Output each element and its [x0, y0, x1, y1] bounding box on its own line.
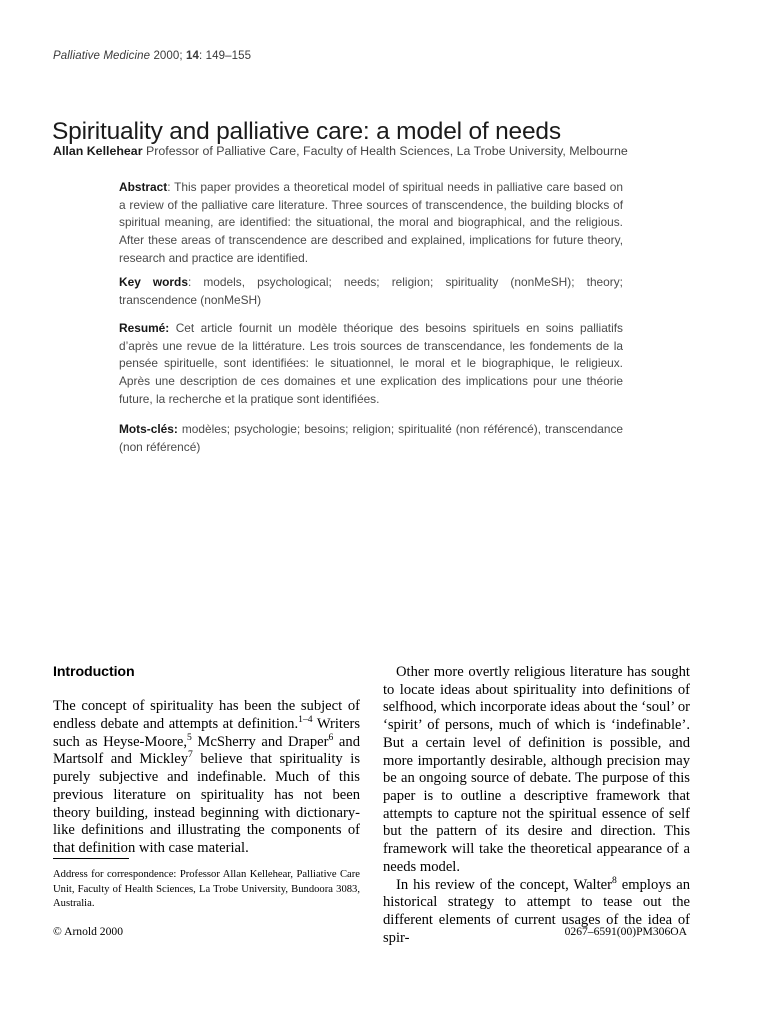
body-paragraph [53, 698, 360, 857]
para-text: and Martsolf and Mickley [53, 733, 360, 768]
reference-marker: 8 [612, 874, 617, 886]
page-title: Spirituality and palliative care: a model of needs [52, 118, 561, 146]
para-text: Writers such as Heyse-Moore, [53, 715, 361, 750]
keywords-text: models, psychological; needs; religion; spirituality (nonMeSH); theory; transcendence (nonMeSH) [119, 275, 623, 307]
resume-separator: : [165, 321, 176, 335]
author-name: Allan Kellehear [53, 144, 143, 158]
abstract-text: This paper provides a theoretical model of spiritual needs in palliative care based on a review of the palliative care literature. Three sources of transcendence, the building blocks of spiritual meaning, are identified: the situational, the moral and biographical, and the religious. After these areas of transcendence are described and explained, implications for future theory, research and practice are identified. [119, 180, 623, 265]
para-text: employs an historical strategy to attempt to tease out the different elements of current usages of the idea of spir- [383, 876, 691, 946]
section-heading-introduction: Introduction [53, 664, 135, 680]
journal-volume: 14 [186, 50, 200, 62]
correspondence-text: Address for correspondence: Professor Allan Kellehear, Palliative Care Unit, Faculty of Health Sciences, La Trobe University, Bundoora 3083, Australia. [53, 869, 360, 910]
footnote-divider [53, 858, 129, 859]
body-paragraph: Other more overtly religious literature has sought to locate ideas about spirituality into definitions of selfhood, which incorporate ideas about the ‘soul’ or ‘spirit’ of persons, much of which is ‘indefinable’. But a certain level of definition is possible, and more importantly desirable, although precision may be an ongoing source of debate. The purpose of this paper is to outline a descriptive framework that attempts to capture not the spiritual essence of self but the pattern of its desire and direction. This framework will take the theoretical appearance of a needs model. [383, 664, 690, 875]
resume-block [119, 320, 623, 409]
body-column-left [53, 664, 360, 858]
journal-name: Palliative Medicine [53, 50, 151, 62]
motscles-label: Mots-clés [119, 422, 174, 436]
copyright-notice: © Arnold 2000 [53, 925, 123, 938]
reference-marker: 1–4 [298, 714, 313, 726]
author-affiliation: Professor of Palliative Care, Faculty of Health Sciences, La Trobe University, Melbourne [145, 144, 628, 158]
motscles-block [119, 421, 623, 456]
para-text: In his review of the concept, Walter [396, 876, 613, 893]
body-column-right [383, 664, 690, 948]
journal-year: 2000; [153, 50, 183, 62]
reference-marker: 5 [186, 731, 192, 743]
motscles-text: modèles; psychologie; besoins; religion; spiritualité (non référencé), transcendance (non référencé) [119, 422, 624, 454]
keywords-label: Key words [119, 275, 188, 289]
para-text: McSherry and Draper [191, 733, 329, 750]
correspondence-footnote [53, 858, 360, 912]
resume-text: Cet article fournit un modèle théorique des besoins spirituels en soins palliatifs d’après une revue de la littérature. Les trois sources de transcendance, les fondements de la pensée spirituelle, sont identifiées: le situationnel, le moral et le biographique, le religieux. Après une description de ces domaines et une explication des implications pour une théorie future, la recherche et la pratique sont identifiées. [119, 321, 623, 406]
reference-marker: 6 [328, 731, 334, 743]
abstract-label: Abstract [119, 180, 168, 194]
article-identifier: 0267–6591(00)PM306OA [564, 925, 687, 938]
para-text: The concept of spirituality has been the subject of endless debate and attempts at definition. [53, 698, 360, 732]
keywords-separator: : [187, 275, 204, 289]
reference-marker: 7 [188, 749, 193, 761]
running-head [53, 50, 251, 62]
keywords-block [119, 274, 623, 309]
journal-pages: : 149–155 [199, 50, 252, 62]
byline [53, 143, 713, 159]
abstract-block [119, 179, 623, 268]
para-text: believe that spirituality is purely subjective and indefinable. Much of this previous literature on spirituality has not been theory building, instead beginning with dictionary-like definitions and illustrating the components of that definition with case material. [53, 751, 360, 856]
abstract-separator: : [167, 180, 175, 194]
resume-label: Resumé [119, 321, 166, 335]
motscles-separator: : [173, 422, 182, 436]
